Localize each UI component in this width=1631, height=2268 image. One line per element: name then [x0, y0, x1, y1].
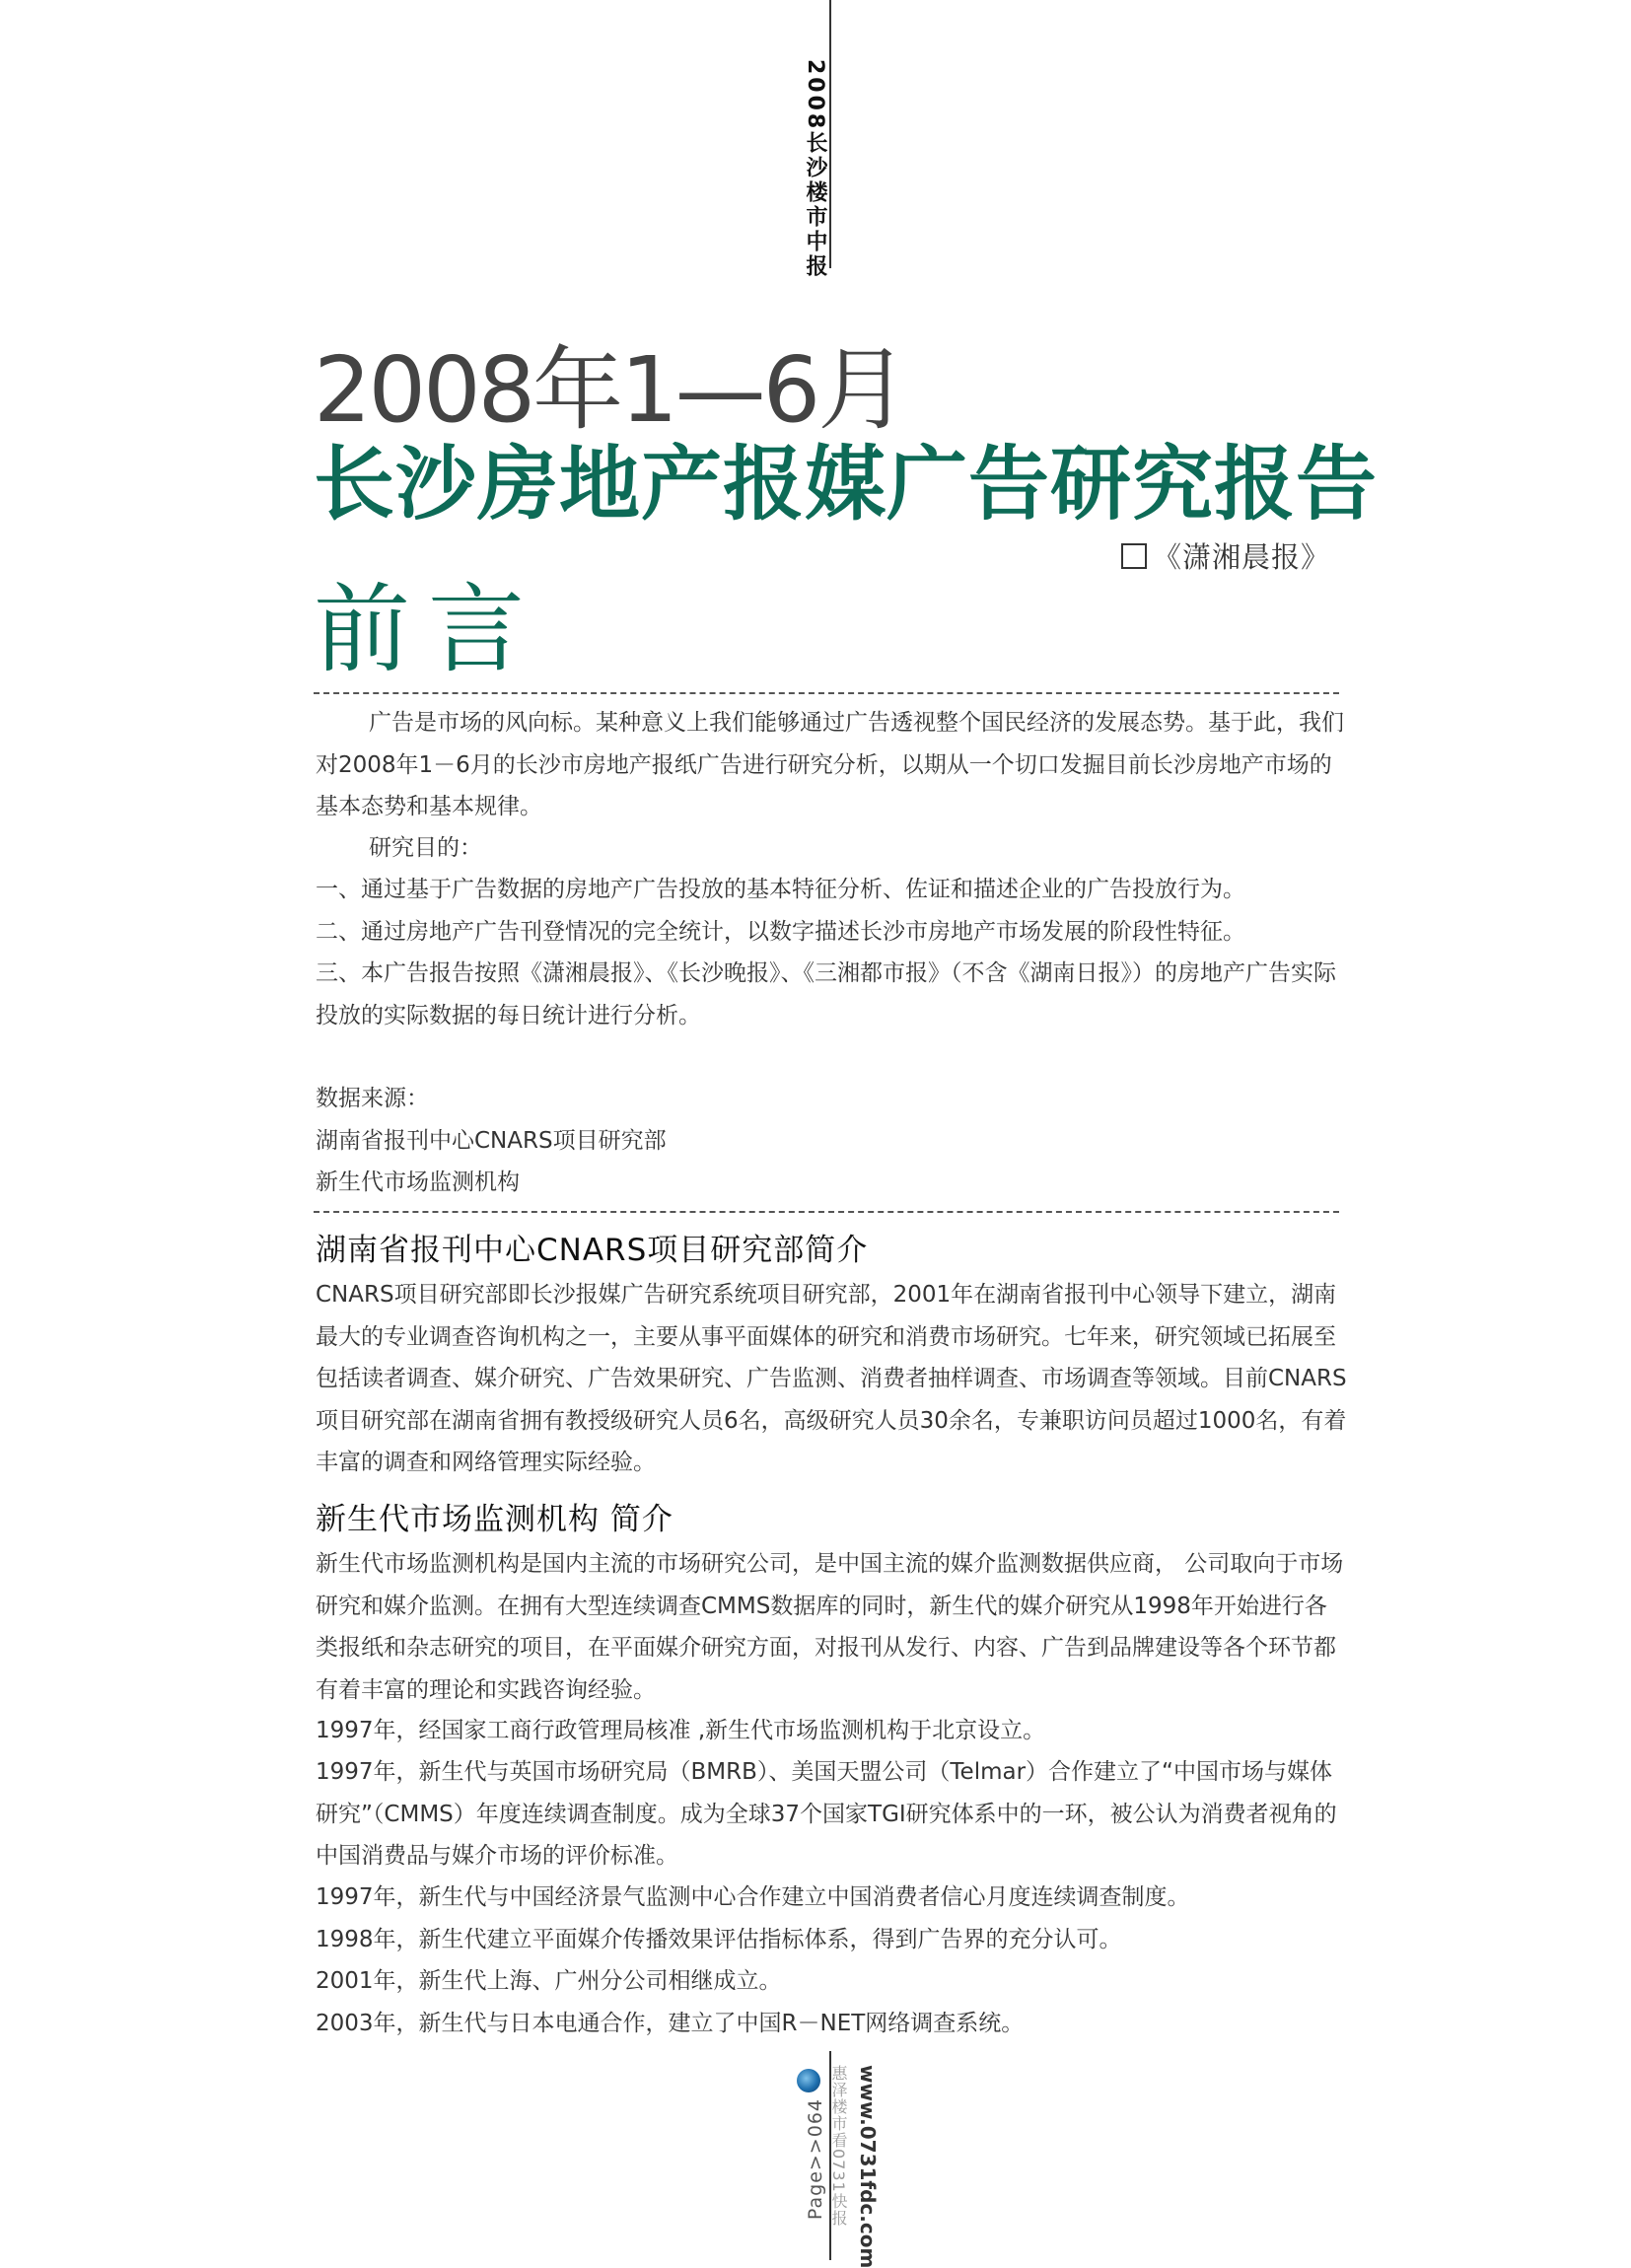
preface-heading: 前言 — [314, 574, 543, 686]
purpose-label: 研究目的： — [369, 835, 482, 861]
purpose-item-2: 二、通过房地产广告刊登情况的完全统计，以数字描述长沙市房地产市场发展的阶段性特征。 — [316, 919, 1245, 945]
dashed-divider-top — [314, 692, 1339, 694]
xsd-item-2: 1997年，新生代与英国市场研究局（BMRB）、美国天盟公司（Telmar）合作建立了“中国市场与媒体研究”（CMMS）年度连续调查制度。成为全球37个国家TGI研究体系中的一环，被公认为消费者视角的中国消费品与媒介市场的评价标准。 — [316, 1759, 1337, 1869]
purpose-item-3: 三、本广告报告按照《潇湘晨报》、《长沙晚报》、《三湘都市报》（不含《湖南日报》）的房地产广告实际投放的实际数据的每日统计进行分析。 — [316, 960, 1336, 1028]
xsd-item-6: 2003年，新生代与日本电通合作，建立了中国R－NET网络调查系统。 — [316, 2011, 1025, 2036]
page-badge-icon — [797, 2069, 820, 2092]
cnars-heading: 湖南省报刊中心CNARS项目研究部简介 — [316, 1233, 869, 1268]
byline-box-icon — [1121, 543, 1147, 569]
source-item-2: 新生代市场监测机构 — [316, 1169, 520, 1195]
preface-intro: 广告是市场的风向标。某种意义上我们能够通过广告透视整个国民经济的发展态势。基于此，我们对2008年1－6月的长沙市房地产报纸广告进行研究分析，以期从一个切口发掘目前长沙房地产市场的基本态势和基本规律。 — [316, 710, 1344, 819]
source-label: 数据来源： — [316, 1086, 429, 1111]
site-url[interactable]: www.0731fdc.com — [856, 2065, 880, 2268]
source-item-1: 湖南省报刊中心CNARS项目研究部 — [316, 1128, 667, 1154]
byline — [1121, 535, 1330, 576]
cnars-body: CNARS项目研究部即长沙报媒广告研究系统项目研究部，2001年在湖南省报刊中心领导下建立，湖南最大的专业调查咨询机构之一，主要从事平面媒体的研究和消费市场研究。七年来，研究领域已拓展至包括读者调查、媒介研究、广告效果研究、广告监测、消费者抽样调查、市场调查等领域。目前CNARS项目研究部在湖南省拥有教授级研究人员6名，高级研究人员30余名，专兼职访问员超过1000名，有着丰富的调查和网络管理实际经验。 — [316, 1282, 1347, 1475]
dashed-divider-bottom — [314, 1211, 1339, 1213]
xsd-item-4: 1998年，新生代建立平面媒介传播效果评估指标体系，得到广告界的充分认可。 — [316, 1927, 1122, 1952]
xsd-item-3: 1997年，新生代与中国经济景气监测中心合作建立中国消费者信心月度连续调查制度。 — [316, 1884, 1190, 1910]
site-tagline: 惠泽楼市看0731快报 — [829, 2065, 848, 2227]
page-number: Page>>064 — [805, 2098, 826, 2221]
byline-text: 《潇湘晨报》 — [1153, 540, 1331, 574]
xsd-body: 新生代市场监测机构是国内主流的市场研究公司，是中国主流的媒介监测数据供应商， 公司取向于市场研究和媒介监测。在拥有大型连续调查CMMS数据库的同时，新生代的媒介研究从1998年开始进行各类报纸和杂志研究的项目，在平面媒介研究方面，对报刊从发行、内容、广告到品牌建设等各个环节都有着丰富的理论和实践咨询经验。 — [316, 1551, 1344, 1703]
running-head: 2008长沙楼市中报 — [803, 59, 827, 280]
purpose-item-1: 一、通过基于广告数据的房地产广告投放的基本特征分析、佐证和描述企业的广告投放行为。 — [316, 877, 1245, 902]
xsd-item-1: 1997年，经国家工商行政管理局核准 ,新生代市场监测机构于北京设立。 — [316, 1718, 1046, 1743]
title-date-range: 2008年1—6月 — [314, 337, 906, 443]
xsd-heading: 新生代市场监测机构 简介 — [316, 1502, 674, 1537]
xsd-item-5: 2001年，新生代上海、广州分公司相继成立。 — [316, 1968, 782, 1994]
page-title: 长沙房地产报媒广告研究报告 — [314, 437, 1379, 532]
